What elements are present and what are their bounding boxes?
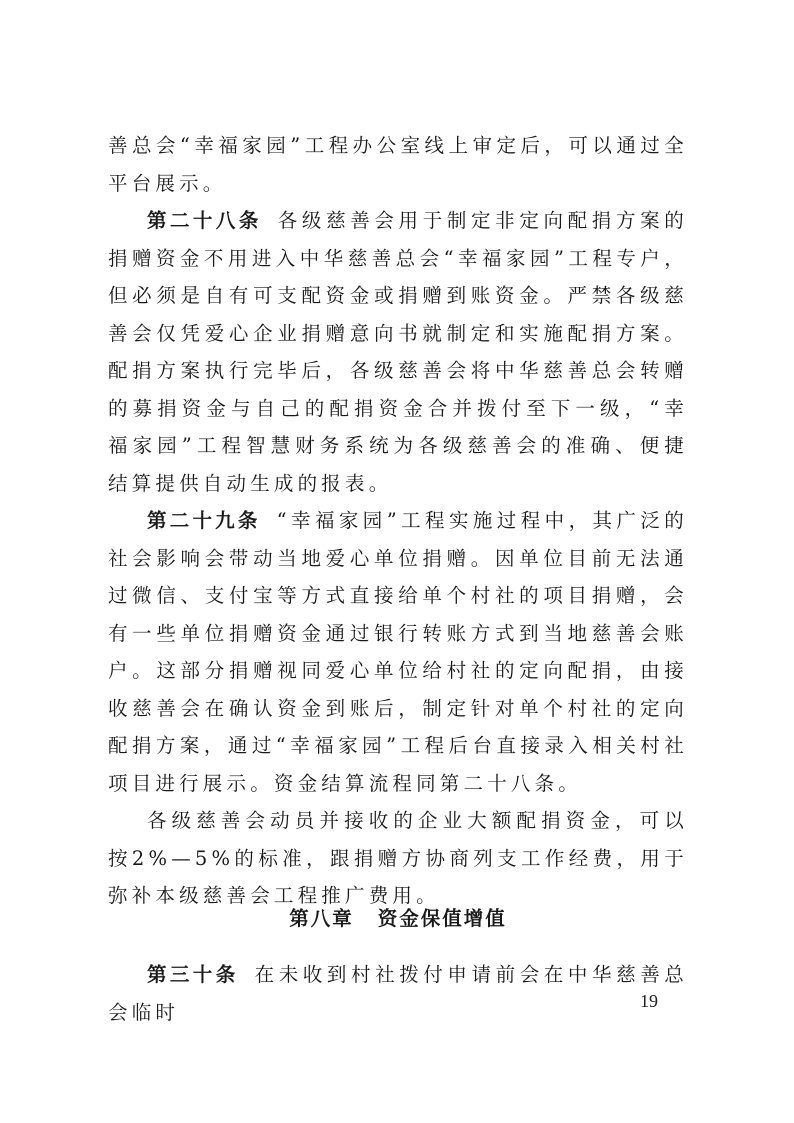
article-29-text: “幸福家园”工程实施过程中，其广泛的社会影响会带动当地爱心单位捐赠。因单位目前无法通过微信、支付宝等方式直接给单个村社的项目捐赠，会有一些单位捐赠资金通过银行转账方式到当地慈善会账户。这部分捐赠视同爱心单位给村社的定向配捐，由接收慈善会在确认资金到账后，制定针对单个村社的定向配捐方案，通过“幸福家园”工程后台直接录入相关村社项目进行展示。资金结算流程同第二十八条。 xyxy=(108,509,688,795)
article-28-heading: 第二十八条 xyxy=(147,209,262,232)
article-29-heading: 第二十九条 xyxy=(147,509,261,532)
continuation-paragraph: 善总会“幸福家园”工程办公室线上审定后，可以通过全平台展示。 xyxy=(108,134,688,195)
chapter-number: 第八章 xyxy=(289,907,354,930)
article-29 xyxy=(108,502,688,802)
article-30 xyxy=(108,956,688,1031)
funding-paragraph: 各级慈善会动员并接收的企业大额配捐资金，可以按2%—5%的标准，跟捐赠方协商列支工作经费，用于弥补本级慈善会工程推广费用。 xyxy=(108,809,688,907)
chapter-name: 资金保值增值 xyxy=(377,907,507,930)
article-30-text: 在未收到村社拨付申请前会在中华慈善总会临时 xyxy=(108,963,688,1024)
page-number: 19 xyxy=(640,991,658,1011)
article-28-text: 各级慈善会用于制定非定向配捐方案的捐赠资金不用进入中华慈善总会“幸福家园”工程专户，但必须是自有可支配资金或捐赠到账资金。严禁各级慈善会仅凭爱心企业捐赠意向书就制定和实施配捐方案。配捐方案执行完毕后，各级慈善会将中华慈善总会转赠的募捐资金与自己的配捐资金合并拨付至下一级，“幸福家园”工程智慧财务系统为各级慈善会的准确、便捷结算提供自动生成的报表。 xyxy=(108,209,688,495)
article-30-block xyxy=(108,956,688,1031)
body-text xyxy=(108,127,688,915)
chapter-title xyxy=(108,900,688,938)
article-30-heading: 第三十条 xyxy=(147,963,239,986)
article-28 xyxy=(108,202,688,502)
